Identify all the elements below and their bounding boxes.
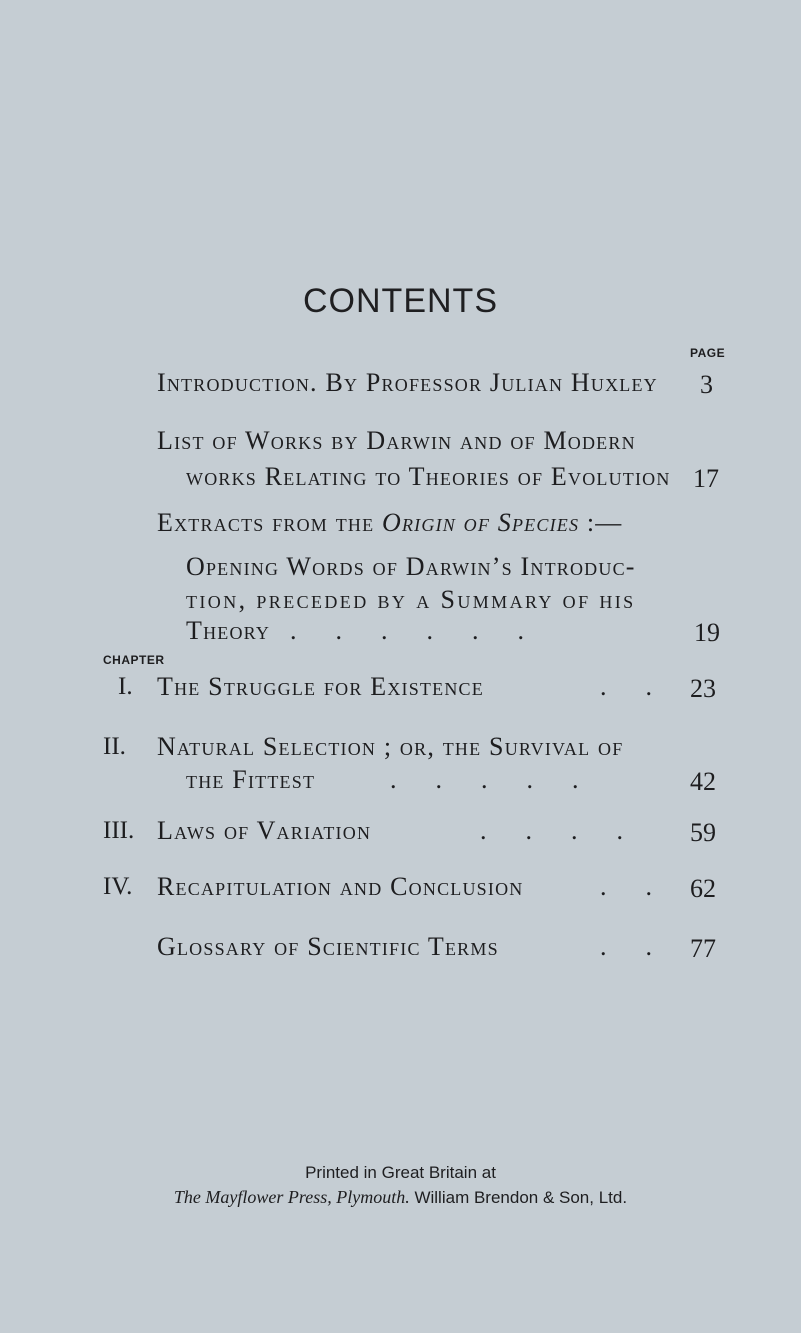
dot-leader: . . bbox=[600, 932, 652, 961]
toc-page-chapter-4: 62 bbox=[690, 874, 716, 903]
imprint-line2 bbox=[0, 1187, 801, 1208]
toc-page-chapter-3: 59 bbox=[690, 818, 716, 847]
toc-page-introduction: 3 bbox=[700, 370, 713, 399]
dot-leader: . . . . bbox=[480, 816, 623, 845]
toc-entry-list-of-works-line2: works Relating to Theories of Evolution bbox=[186, 462, 671, 491]
page-title: CONTENTS bbox=[303, 282, 498, 320]
chapter-numeral-1: I. bbox=[118, 673, 133, 700]
chapter-numeral-3: III. bbox=[103, 817, 135, 844]
extracts-prefix: Extracts from the bbox=[157, 508, 383, 537]
toc-page-opening: 19 bbox=[694, 618, 720, 647]
toc-entry-chapter-3: Laws of Variation bbox=[157, 816, 372, 845]
toc-entry-opening-line2: tion, preceded by a Summary of his bbox=[186, 585, 636, 614]
toc-page-list-of-works: 17 bbox=[693, 464, 719, 493]
imprint-printer: William Brendon & Son, Ltd. bbox=[409, 1188, 628, 1207]
dot-leader: . . bbox=[600, 872, 652, 901]
toc-entry-chapter-2-line1: Natural Selection ; or, the Survival of bbox=[157, 732, 624, 761]
dot-leader: . . bbox=[600, 672, 652, 701]
toc-entry-opening-line3: Theory bbox=[186, 616, 271, 645]
imprint-line1: Printed in Great Britain at bbox=[305, 1163, 496, 1182]
toc-page-chapter-1: 23 bbox=[690, 674, 716, 703]
toc-page-glossary: 77 bbox=[690, 934, 716, 963]
chapter-numeral-2: II. bbox=[103, 733, 126, 760]
dot-leader: . . . . . bbox=[390, 765, 579, 794]
toc-page-chapter-2: 42 bbox=[690, 767, 716, 796]
toc-entry-list-of-works-line1: List of Works by Darwin and of Modern bbox=[157, 426, 636, 455]
page-column-label: PAGE bbox=[690, 346, 726, 360]
show-through-text bbox=[70, 60, 116, 232]
toc-entry-chapter-2-line2: the Fittest bbox=[186, 765, 316, 794]
dot-leader: . . . . . . bbox=[290, 616, 524, 645]
toc-entry-chapter-1: The Struggle for Existence bbox=[157, 672, 484, 701]
chapter-numeral-4: IV. bbox=[103, 873, 133, 900]
toc-entry-chapter-4: Recapitulation and Conclusion bbox=[157, 872, 524, 901]
extracts-suffix: :— bbox=[579, 508, 623, 537]
chapter-column-label: CHAPTER bbox=[103, 653, 165, 667]
extracts-book-title: Origin of Species bbox=[382, 508, 580, 537]
imprint-publisher: The Mayflower Press, Plymouth. bbox=[173, 1187, 410, 1207]
toc-entry-glossary: Glossary of Scientific Terms bbox=[157, 932, 499, 961]
toc-entry-opening-line1: Opening Words of Darwin’s Introduc- bbox=[186, 552, 636, 581]
toc-entry-extracts bbox=[157, 508, 623, 538]
toc-entry-introduction: Introduction. By Professor Julian Huxley bbox=[157, 368, 658, 397]
